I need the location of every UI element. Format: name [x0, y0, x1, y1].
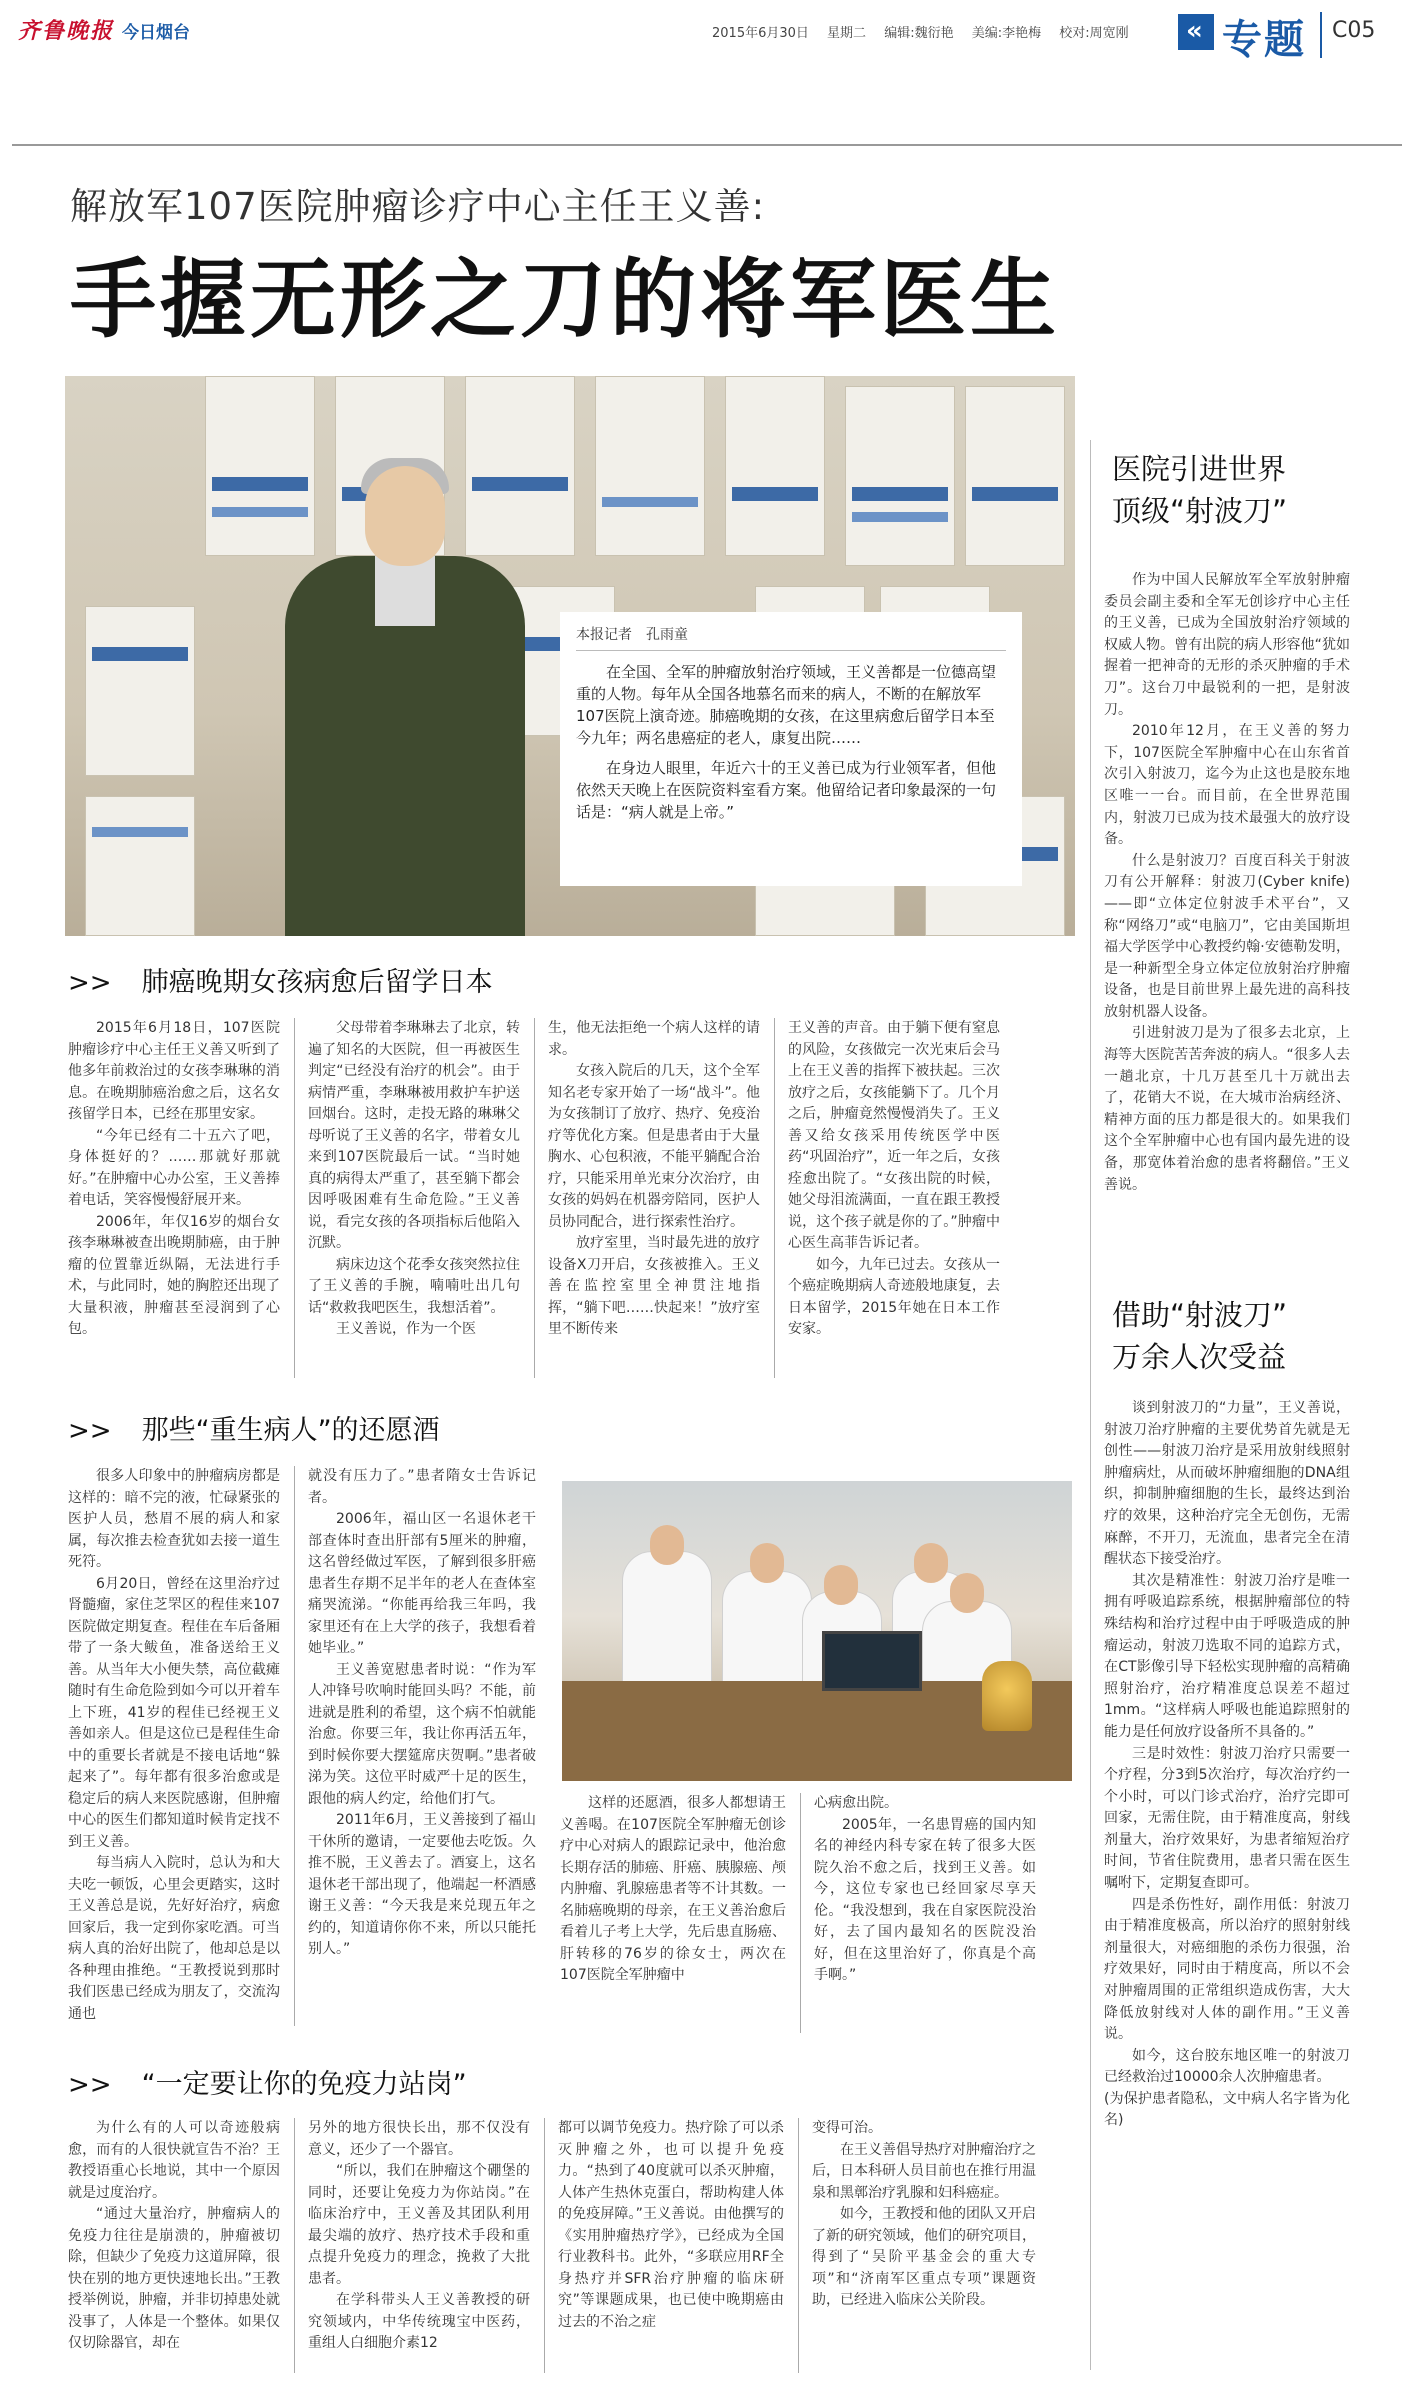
paragraph: 在王义善倡导热疗对肿瘤治疗之后，日本科研人员目前也在推行用温泉和黑鄣治疗乳腺和妇科癌症。: [812, 2141, 1036, 2201]
sidebar-heading-line: 借助“射波刀”: [1112, 1298, 1288, 1332]
sidebar-column: [1104, 570, 1350, 1196]
paragraph: 这样的还愿酒，很多人都想请王义善喝。在107医院全军肿瘤无创诊疗中心对病人的跟踪记录中，他治愈长期存活的肺癌、肝癌、胰腺癌、颅内肿瘤、乳腺癌患者等不计其数。一名肺癌晚期的母亲，在王义善治愈后看着儿子考上大学，先后患直肠癌、肝转移的76岁的徐女士，两次在107医院全军肿瘤中: [560, 1795, 786, 1983]
section-title: “一定要让你的免疫力站岗”: [141, 2069, 467, 2100]
editor-credit: 编辑:魏衍艳: [884, 26, 954, 41]
section-heading: [68, 1408, 440, 1447]
column-rule: [544, 2118, 545, 2373]
column-rule: [294, 1018, 295, 1378]
paragraph: 女孩入院后的几天，这个全军知名老专家开始了一场“战斗”。他为女孩制订了放疗、热疗、免疫治疗等优化方案。但是患者由于大量胸水、心包积液，不能平躺配合治疗，只能采用单光束分次治疗，由女孩的妈妈在机器旁陪同，医护人员协同配合，进行探索性治疗。: [548, 1063, 760, 1230]
article-column: [558, 2118, 784, 2333]
intro-paragraph: 在身边人眼里，年近六十的王义善已成为行业领军者，但他依然天天晚上在医院资料室看方案。他留给记者印象最深的一句话是：“病人就是上帝。”: [576, 759, 997, 821]
team-photo: [562, 1481, 1072, 1781]
paragraph: 2011年6月，王义善接到了福山干休所的邀请，一定要他去吃饭。久推不脱，王义善去了。酒宴上，这名退休老干部出现了，他端起一杯酒感谢王义善：“今天我是来兑现五年之约的，知道请你你不来，所以只能托别人。”: [308, 1812, 536, 1957]
privacy-note: (为保护患者隐私，文中病人名字皆为化名): [1104, 2091, 1350, 2128]
journal-cover: [725, 376, 825, 556]
paragraph: 为什么有的人可以奇迹般病愈，而有的人很快就宣告不治？王教授语重心长地说，其中一个原因就是过度治疗。: [68, 2120, 280, 2201]
sidebar-heading-line: 顶级“射波刀”: [1112, 494, 1288, 528]
paragraph: 如今，这台胶东地区唯一的射波刀已经救治过10000余人次肿瘤患者。: [1104, 2047, 1350, 2086]
paragraph: 放疗室里，当时最先进的放疗设备X刀开启，女孩被推入。王义善在监控室里全神贯注地指挥，“躺下吧……快起来！”放疗室里不断传来: [548, 1235, 760, 1337]
paragraph: “今年已经有二十五六了吧，身体挺好的？……那就好那就好。”在肿瘤中心办公室，王义善捧着电话，笑容慢慢舒展开来。: [68, 1127, 280, 1208]
paragraph: 三是时效性：射波刀治疗只需要一个疗程，分3到5次治疗，每次治疗约一个小时，可以门诊式治疗，治疗完即可回家，无需住院，由于精准度高，射线剂量大，治疗效果好，为患者缩短治疗时间，节省住院费用，患者只需在医生嘱咐下，定期复查即可。: [1104, 1745, 1350, 1892]
paragraph: 病床边这个花季女孩突然拉住了王义善的手腕，喃喃吐出几句话“救救我吧医生，我想活着”。: [308, 1256, 520, 1316]
paragraph: 就没有压力了。”患者隋女士告诉记者。: [308, 1468, 536, 1506]
paragraph: 作为中国人民解放军全军放射肿瘤委员会副主委和全军无创诊疗中心主任的王义善，已成为全国放射治疗领域的权威人物。曾有出院的病人形容他“犹如握着一把神奇的无形的杀灭肿瘤的手术刀”。这台刀中最锐利的一把，是射波刀。: [1104, 572, 1350, 718]
paragraph: 变得可治。: [812, 2120, 882, 2136]
paragraph: 2005年，一名患胃癌的国内知名的神经内科专家在转了很多大医院久治不愈之后，找到王义善。如今，这位专家也已经回家尽享天伦。“我没想到，我在自家医院没治好，去了国内最知名的医院没治好，但在这里治好了，你真是个高手啊。”: [814, 1816, 1036, 1983]
column-rule: [798, 2118, 799, 2373]
double-chevron-left-icon: [1178, 14, 1214, 50]
issue-weekday: 星期二: [827, 26, 867, 41]
paragraph: 谈到射波刀的“力量”，王义善说，射波刀治疗肿瘤的主要优势首先就是无创性——射波刀治疗是采用放射线照射肿瘤病灶，从而破坏肿瘤细胞的DNA组织，抑制肿瘤细胞的生长，最终达到治疗的效果，这种治疗完全无创伤，无需麻醉，不开刀，无流血，患者完全在清醒状态下接受治疗。: [1104, 1400, 1350, 1568]
article-column: [812, 2118, 1036, 2312]
paragraph: 父母带着李琳琳去了北京，转遍了知名的大医院，但一再被医生判定“已经没有治疗的机会”。由于病情严重，李琳琳被用救护车护送回烟台。这时，走投无路的琳琳父母听说了王义善的名字，带着女儿来到107医院最后一试。“当时她真的病得太严重了，甚至躺下都会因呼吸困难有生命危险。”王义善说，看完女孩的各项指标后他陷入沉默。: [308, 1020, 520, 1251]
art-credit: 美编:李艳梅: [971, 26, 1042, 41]
paragraph: 王义善说，作为一个医: [336, 1321, 476, 1337]
proof-credit: 校对:周宽刚: [1059, 26, 1129, 41]
article-column: [68, 2118, 280, 2355]
article-column: [308, 1018, 520, 1341]
journal-cover: [85, 796, 195, 936]
header-divider: [1320, 12, 1322, 58]
paragraph: 2015年6月18日，107医院肿瘤诊疗中心主任王义善又听到了他多年前救治过的女孩李琳琳的消息。在晚期肺癌治愈之后，这名女孩留学日本，已经在那里安家。: [68, 1020, 280, 1122]
face: [914, 1543, 948, 1583]
paragraph: 引进射波刀是为了很多去北京，上海等大医院苦苦奔波的病人。“很多人去一趟北京，十几万甚至几十万就出去了，花销大不说，在大城市治病经济、精神方面的压力都是很大的。如果我们这个全军肿瘤中心也有国内最先进的设备，那宽体着治愈的患者将翻倍。”王义善说。: [1104, 1025, 1350, 1193]
column-rule: [294, 1466, 295, 2026]
section-arrow: >>: [68, 1416, 112, 1446]
paragraph: 很多人印象中的肿瘤病房都是这样的：暗不完的液，忙碌紧张的医护人员，愁眉不展的病人和家属，每次推去检查犹如去接一道生死符。: [68, 1468, 280, 1570]
newspaper-logo: 齐鲁晚报: [18, 19, 115, 44]
sidebar-rule: [1090, 440, 1091, 2370]
journal-cover: [965, 386, 1065, 566]
paragraph: 每当病人入院时，总认为和大夫吃一顿饭，心里会更踏实，这时王义善总是说，先好好治疗，病愈回家后，我一定到你家吃酒。可当病人真的治好出院了，他却总是以各种理由推绝。“王教授说到那时我们医患已经成为朋友了，交流沟通也: [68, 1855, 280, 2022]
paragraph: 王义善宽慰患者时说：“作为军人冲锋号吹响时能回头吗？不能，前进就是胜利的希望，这个病不怕就能治愈。你要三年，我让你再活五年，到时候你要大摆筵席庆贺啊。”患者破涕为笑。这位平时威严十足的医生，跟他的病人约定，给他们打气。: [308, 1661, 536, 1807]
journal-cover: [595, 376, 705, 556]
paragraph: 2006年，福山区一名退休老干部查体时查出肝部有5厘米的肿瘤，这名曾经做过军医，了解到很多肝癌患者生存期不足半年的老人在查体室痛哭流涕。“你能再给我三年吗，我家里还有在上大学的孩子，我想看着她毕业。”: [308, 1511, 536, 1656]
article-column: [68, 1466, 280, 2025]
sidebar-heading: [1112, 448, 1287, 532]
article-column: [68, 1018, 280, 1341]
paragraph: 什么是射波刀？百度百科关于射波刀有公开解释：射波刀(Cyber knife)——即“立体定位射波手术平台”，又称“网络刀”或“电脑刀”，它由美国斯坦福大学医学中心教授约翰·安德勒发明，是一种新型全身立体定位放射治疗肿瘤设备，也是目前世界上最先进的高科技放射机器人设备。: [1104, 852, 1350, 1020]
paragraph: 在学科带头人王义善教授的研究领域内，中华传统瑰宝中医药，重组人白细胞介素12: [308, 2292, 530, 2351]
column-rule: [534, 1018, 535, 1378]
article-column: [308, 2118, 530, 2355]
paragraph: 另外的地方很快长出，那不仅没有意义，还少了一个器官。: [308, 2120, 530, 2158]
paragraph: 生，他无法拒绝一个病人这样的请求。: [548, 1020, 760, 1058]
headline-kicker: 解放军107医院肿瘤诊疗中心主任王义善:: [70, 185, 766, 228]
sidebar-column: [1104, 1398, 1350, 2131]
header-meta: [712, 22, 1143, 41]
reporter-byline: 本报记者 孔雨童: [576, 624, 1006, 651]
section-arrow: >>: [68, 968, 112, 998]
page-topic-label: 专题: [1222, 17, 1306, 63]
face: [950, 1573, 984, 1613]
page-number: C05: [1332, 18, 1376, 43]
sidebar-heading: [1112, 1294, 1287, 1378]
face: [824, 1565, 858, 1605]
article-column: [548, 1018, 760, 1341]
journal-cover: [85, 606, 195, 776]
section-name: 今日烟台: [122, 23, 190, 43]
paragraph: 2010年12月，在王义善的努力下，107医院全军肿瘤中心在山东省首次引入射波刀，迄今为止这也是胶东地区唯一一台。而目前，在全世界范围内，射波刀已成为技术最强大的放疗设备。: [1104, 723, 1350, 848]
headline-main: 手握无形之刀的将军医生: [70, 250, 1060, 350]
section-title: 那些“重生病人”的还愿酒: [141, 1415, 440, 1446]
intro-box: [560, 612, 1022, 886]
paragraph: 2006年，年仅16岁的烟台女孩李琳琳被查出晚期肺癌，由于肿瘤的位置靠近纵隔，无法进行手术，与此同时，她的胸腔还出现了大量积液，肿瘤甚至浸润到了心包。: [68, 1213, 280, 1337]
paragraph: 四是杀伤性好，副作用低：射波刀由于精准度极高，所以治疗的照射射线剂量很大，对癌细胞的杀伤力很强，治疗效果好，同时由于精度高，所以不会对肿瘤周围的正常组织造成伤害，大大降低放射线对人体的副作用。”王义善说。: [1104, 1896, 1350, 2043]
article-column: [788, 1018, 1000, 1341]
face: [650, 1525, 684, 1565]
paragraph: 如今，王教授和他的团队又开启了新的研究领域，他们的研究项目，得到了“吴阶平基金会的重大专项”和“济南军区重点专项”课题资助，已经进入临床公关阶段。: [812, 2206, 1036, 2308]
section-title: 肺癌晚期女孩病愈后留学日本: [141, 967, 493, 998]
article-column: [560, 1793, 786, 1987]
sidebar-heading-line: 医院引进世界: [1112, 452, 1287, 486]
paragraph: 都可以调节免疫力。热疗除了可以杀灭肿瘤之外，也可以提升免疫力。“热到了40度就可以杀灭肿瘤，人体产生热休克蛋白，帮助构建人体的免疫屏障。”王义善说。由他撰写的《实用肿瘤热疗学》，已经成为全国行业教科书。此外，“多联应用RF全身热疗并SFR治疗肿瘤的临床研究”等课题成果，也已使中晚期癌由过去的不治之症: [558, 2120, 784, 2330]
paragraph: 其次是精准性：射波刀治疗是唯一拥有呼吸追踪系统，根据肿瘤部位的特殊结构和治疗过程中由于呼吸造成的肿瘤运动，射波刀选取不同的追踪方式，在CT影像引导下轻松实现肿瘤的高精确照射治疗，治疗精准度总误差不超过1mm。“这样病人呼吸也能追踪照射的能力是任何放疗设备所不具备的。”: [1104, 1572, 1350, 1740]
column-rule: [294, 2118, 295, 2373]
issue-date: 2015年6月30日: [712, 26, 809, 41]
paragraph: “通过大量治疗，肿瘤病人的免疫力往往是崩溃的，肿瘤被切除，但缺少了免疫力这道屏障，很快在别的地方更快速地长出。”王教授举例说，肿瘤，并非切掉患处就没事了，人体是一个整体。如果仅仅切除器官，却在: [68, 2206, 280, 2351]
intro-paragraph: 在全国、全军的肿瘤放射治疗领域，王义善都是一位德高望重的人物。每年从全国各地慕名而来的病人，不断的在解放军107医院上演奇迹。肺癌晚期的女孩，在这里病愈后留学日本至今九年；两名患癌症的老人，康复出院……: [576, 663, 997, 747]
sidebar-heading-line: 万余人次受益: [1112, 1340, 1287, 1374]
column-rule: [774, 1018, 775, 1378]
paragraph: 如今，九年已过去。女孩从一个癌症晚期病人奇迹般地康复，去日本留学，2015年她在日本工作安家。: [788, 1256, 1000, 1337]
section-heading: [68, 2062, 467, 2101]
golden-statue: [982, 1661, 1032, 1731]
header-rule: [12, 144, 1402, 146]
paragraph: 6月20日，曾经在这里治疗过肾髓瘤，家住芝罘区的程佳来107医院做定期复查。程佳在车后备厢带了一条大鲅鱼，准备送给王义善。从当年大小便失禁，高位截瘫随时有生命危险到如今可以开着车上下班，41岁的程佳已经视王义善如亲人。但是这位已是程佳生命中的重要长者就是不接电话地“躲起来了”。每年都有很多治愈或是稳定后的病人来医院感谢，但肿瘤中心的医生们都知道时候肯定找不到王义善。: [68, 1575, 280, 1850]
column-rule: [800, 1793, 801, 2033]
section-heading: [68, 960, 493, 999]
section-arrow: >>: [68, 2070, 112, 2100]
article-column: [814, 1793, 1036, 1987]
paragraph: 心病愈出院。: [814, 1795, 898, 1811]
paragraph: 王义善的声音。由于躺下便有窒息的风险，女孩做完一次光束后会马上在王义善的指挥下被扶起。三次放疗之后，女孩能躺下了。几个月之后，肿瘤竟然慢慢消失了。王义善又给女孩采用传统医学中医药“巩固治疗”，近一年之后，女孩痊愈出院了。“女孩出院的时候，她父母泪流满面，一直在跟王教授说，这个孩子就是你的了。”肿瘤中心医生高菲告诉记者。: [788, 1020, 1000, 1251]
article-column: [308, 1466, 536, 1961]
face: [750, 1543, 784, 1583]
paragraph: “所以，我们在肿瘤这个硼堡的同时，还要让免疫力为你站岗。”在临床治疗中，王义善及其团队利用最尖端的放疗、热疗技术手段和重点提升免疫力的理念，挽救了大批患者。: [308, 2163, 530, 2287]
journal-cover: [845, 386, 955, 566]
xray-film: [822, 1631, 922, 1691]
doctor-portrait: [265, 446, 535, 936]
